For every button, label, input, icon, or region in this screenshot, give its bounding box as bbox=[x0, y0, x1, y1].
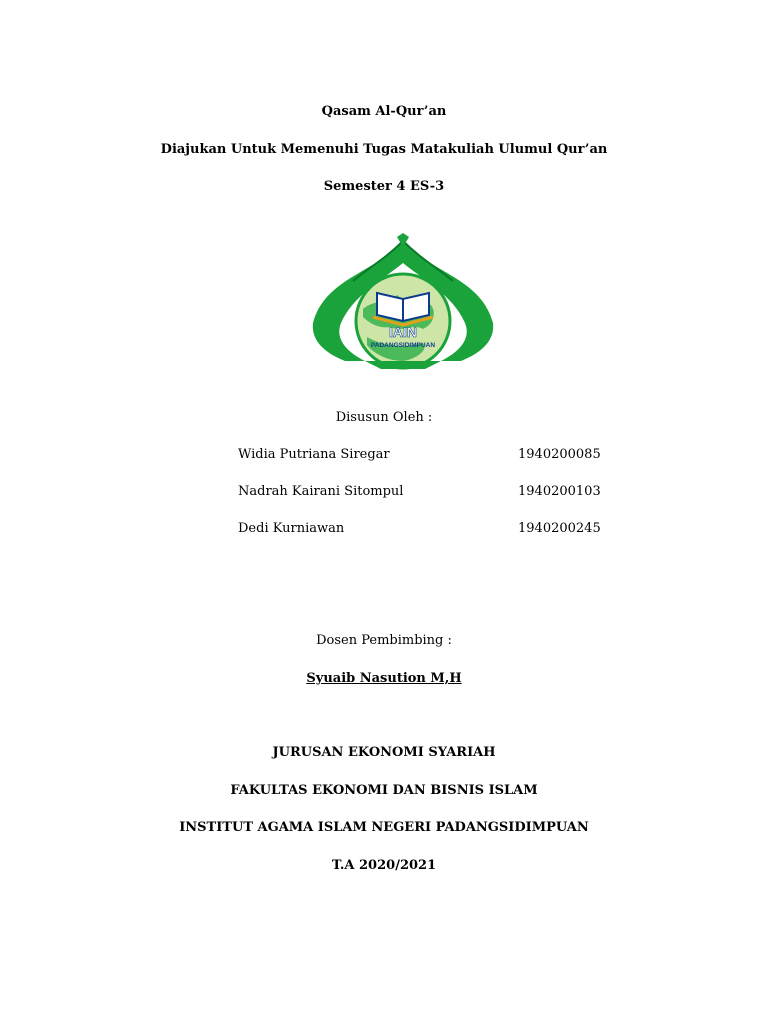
author-id: 1940200245 bbox=[518, 521, 601, 536]
author-id: 1940200085 bbox=[518, 447, 601, 462]
faculty-label: FAKULTAS EKONOMI DAN BISNIS ISLAM bbox=[230, 783, 538, 798]
author-name: Dedi Kurniawan bbox=[238, 521, 345, 536]
supervisor-name-wrap bbox=[0, 671, 768, 687]
author-id: 1940200103 bbox=[518, 484, 601, 499]
semester-label: Semester 4 ES-3 bbox=[323, 179, 445, 194]
supervisor-heading: Dosen Pembimbing : bbox=[316, 633, 452, 648]
supervisor-name: Syuaib Nasution M,H bbox=[306, 671, 462, 686]
institute-label: INSTITUT AGAMA ISLAM NEGERI PADANGSIDIMPUAN bbox=[179, 820, 589, 835]
document-purpose: Diajukan Untuk Memenuhi Tugas Matakuliah Ulumul Qur’an bbox=[160, 142, 608, 157]
logo-text-sub: PADANGSIDIMPUAN bbox=[370, 342, 436, 349]
department-label: JURUSAN EKONOMI SYARIAH bbox=[272, 745, 496, 760]
iain-logo bbox=[305, 233, 501, 373]
authors-heading: Disusun Oleh : bbox=[335, 410, 433, 425]
document-title: Qasam Al-Qur’an bbox=[321, 104, 447, 119]
author-name: Widia Putriana Siregar bbox=[238, 447, 390, 462]
logo-text-main: IAIN bbox=[389, 324, 417, 340]
author-name: Nadrah Kairani Sitompul bbox=[238, 484, 404, 499]
academic-year: T.A 2020/2021 bbox=[331, 858, 437, 873]
